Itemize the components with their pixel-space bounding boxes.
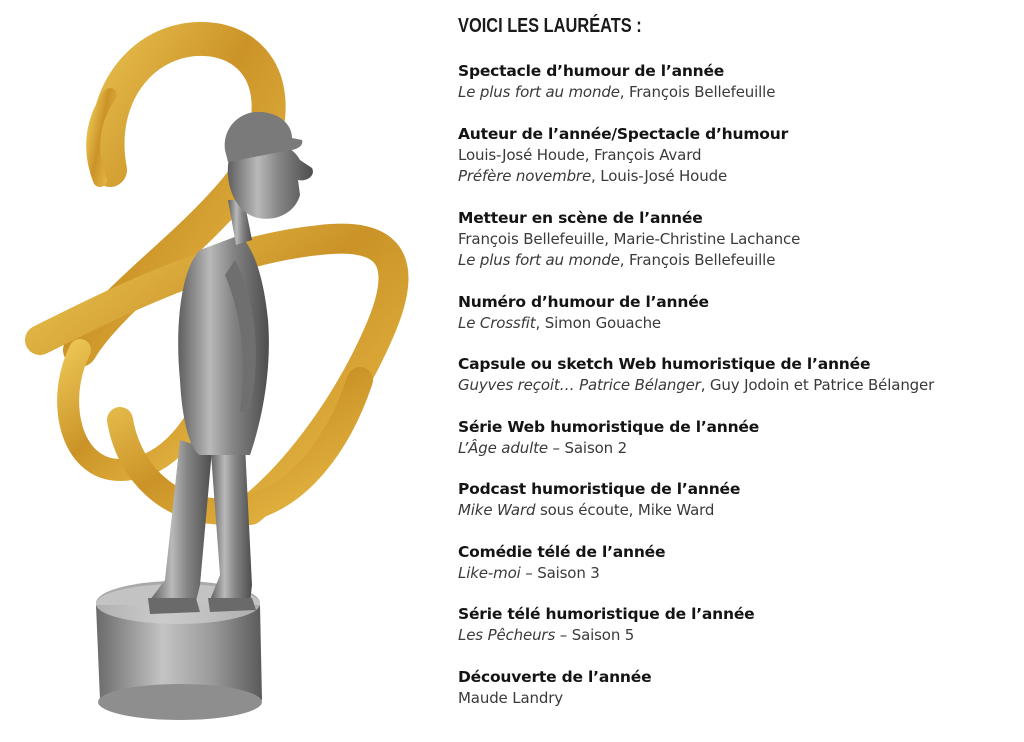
work-title: Le Crossfit <box>458 313 536 332</box>
winner-names: , Guy Jodoin et Patrice Bélanger <box>700 376 935 394</box>
winner-names: , Simon Gouache <box>535 313 662 332</box>
trophy-figure <box>148 112 313 614</box>
award-category: Metteur en scène de l’année <box>458 208 703 227</box>
trophy-illustration <box>0 0 440 742</box>
award-category: Auteur de l’année/Spectacle d’humour <box>458 124 789 143</box>
winner-names: – Saison 3 <box>520 563 600 582</box>
laureates-list <box>458 14 1018 728</box>
award-winner-line <box>458 82 1018 104</box>
work-title: Guyves reçoit… Patrice Bélanger <box>458 376 701 394</box>
award-category: Capsule ou sketch Web humoristique de l’année <box>458 355 871 373</box>
winner-names: – Saison 2 <box>547 438 627 457</box>
work-title: Mike Ward <box>458 501 536 519</box>
winner-names: , François Bellefeuille <box>619 83 776 101</box>
award-winner-line <box>458 166 1018 188</box>
winner-names: sous écoute, Mike Ward <box>535 501 715 519</box>
winner-names: , Louis-José Houde <box>591 167 728 185</box>
work-title: Le plus fort au monde <box>458 251 620 269</box>
award-category: Spectacle d’humour de l’année <box>458 62 725 80</box>
winner-names: , François Bellefeuille <box>619 251 776 269</box>
award-winner-line <box>458 688 1018 710</box>
work-title: Préfère novembre <box>458 167 592 185</box>
award-category: Série télé humoristique de l’année <box>458 605 755 623</box>
award-entry <box>458 207 1018 272</box>
award-entry <box>458 478 1018 522</box>
work-title: Les Pêcheurs <box>458 626 556 644</box>
award-winner-line <box>458 500 1018 522</box>
award-category: Podcast humoristique de l’année <box>458 480 741 498</box>
award-category: Série Web humoristique de l’année <box>458 417 760 436</box>
award-winner-line <box>458 229 1018 251</box>
winner-names: Louis-José Houde, François Avard <box>458 145 702 164</box>
award-winner-line <box>458 438 1018 460</box>
work-title: Like-moi <box>458 563 521 582</box>
awards-container <box>458 60 1018 709</box>
winner-names: François Bellefeuille, Marie-Christine Lachance <box>458 229 801 248</box>
award-winner-line <box>458 313 1018 335</box>
award-entry <box>458 603 1018 647</box>
award-entry <box>458 353 1018 397</box>
award-entry <box>458 666 1018 710</box>
award-winner-line <box>458 563 1018 585</box>
laureates-heading: VOICI LES LAURÉATS : <box>458 15 642 37</box>
award-category: Découverte de l’année <box>458 667 652 686</box>
award-entry <box>458 123 1018 188</box>
winner-names: – Saison 5 <box>555 626 635 644</box>
trophy-artwork <box>0 0 440 742</box>
award-winner-line <box>458 625 1018 647</box>
award-entry <box>458 541 1018 585</box>
award-winner-line <box>458 250 1018 272</box>
award-entry <box>458 416 1018 460</box>
work-title: Le plus fort au monde <box>458 83 620 101</box>
award-entry <box>458 60 1018 104</box>
award-entry <box>458 291 1018 335</box>
work-title: L’Âge adulte <box>458 438 548 457</box>
winner-names: Maude Landry <box>458 688 563 707</box>
award-category: Numéro d’humour de l’année <box>458 292 709 311</box>
award-category: Comédie télé de l’année <box>458 542 666 561</box>
award-winner-line <box>458 375 1018 397</box>
award-winner-line <box>458 145 1018 167</box>
